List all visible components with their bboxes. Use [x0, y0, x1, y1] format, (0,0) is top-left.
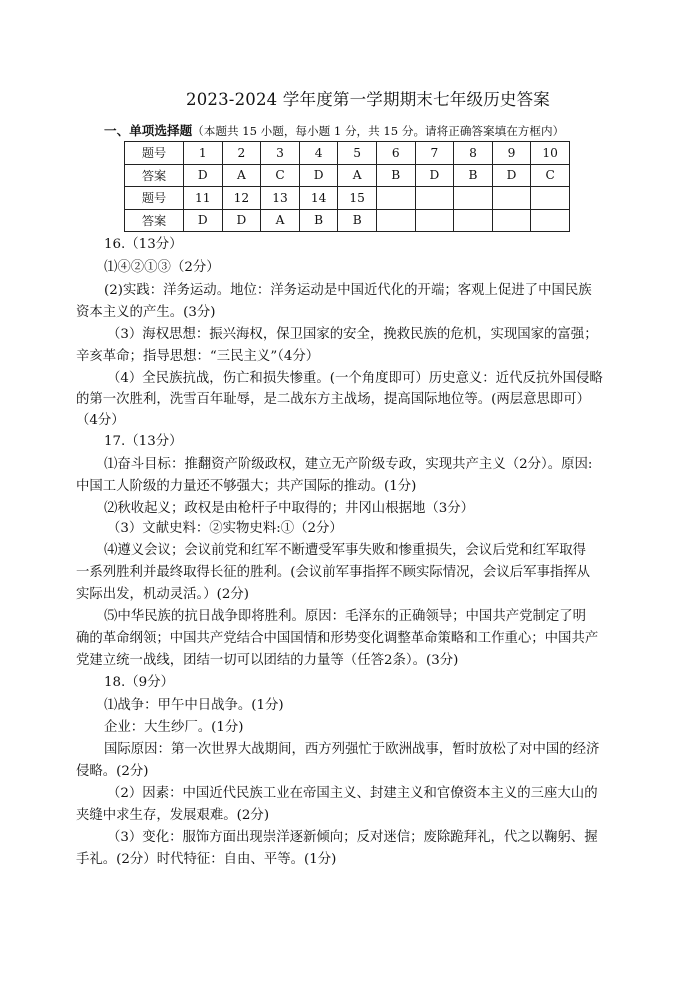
answer-cell: D [415, 164, 454, 187]
answer-line: （3）变化：服饰方面出现崇洋逐新倾向；反对迷信；废除跪拜礼，代之以鞠躬、握 [107, 830, 598, 845]
answer-line: (2)实践：洋务运动。地位：洋务运动是中国近代化的开端；客观上促进了中国民族 [104, 283, 592, 298]
question-number-cell: 7 [415, 142, 454, 165]
question-number-cell: 3 [261, 142, 300, 165]
answer-line: 确的革命纲领；中国共产党结合中国国情和形势变化调整革命策略和工作重心；中国共产 [76, 631, 599, 646]
question-heading: 16.（13分） [104, 237, 183, 252]
page-title: 2023-2024 学年度第一学期期末七年级历史答案 [186, 90, 551, 109]
question-number-cell: 11 [184, 187, 223, 210]
answer-line: 资本主义的产生。(3分) [76, 305, 216, 320]
answer-cell: D [299, 164, 338, 187]
answer-cell: B [299, 209, 338, 232]
answer-line: （4分） [76, 413, 125, 428]
answer-line: ⑴战争：甲午中日战争。(1分) [104, 698, 284, 713]
section-heading-note: （本题共 15 小题，每小题 1 分，共 15 分。请将正确答案填在方框内） [192, 124, 565, 138]
question-number-cell: 6 [376, 142, 415, 165]
answer-cell: B [454, 164, 493, 187]
question-number-cell: 10 [531, 142, 570, 165]
answer-line: 实际出发，机动灵活。）(2分) [76, 587, 249, 602]
answer-line: 夹缝中求生存，发展艰难。(2分) [76, 808, 270, 823]
answer-line: 国际原因：第一次世界大战期间，西方列强忙于欧洲战事，暂时放松了对中国的经济 [104, 742, 600, 757]
answer-line: ⑷遵义会议；会议前党和红军不断遭受军事失败和惨重损失，会议后党和红军取得 [104, 543, 587, 558]
question-heading: 18.（9分） [104, 675, 174, 690]
answer-cell: D [184, 164, 223, 187]
section-heading-label: 一、单项选择题 [104, 123, 193, 138]
answer-line: 一系列胜利并最终取得长征的胜利。(会议前军事指挥不顾实际情况，会议后军事指挥从 [76, 565, 591, 580]
answer-cell: A [261, 209, 300, 232]
answer-line: ⑸中华民族的抗日战争即将胜利。原因：毛泽东的正确领导；中国共产党制定了明 [104, 609, 587, 624]
question-number-cell: 8 [454, 142, 493, 165]
answer-line: （3）文献史料：②实物史料:①（2分） [107, 521, 343, 536]
answer-line: 的第一次胜利，洗雪百年耻辱，是二战东方主战场，提高国际地位等。(两层意思即可） [76, 392, 591, 407]
question-number-cell: 5 [338, 142, 377, 165]
answer-cell: D [492, 164, 531, 187]
answer-line: ⑴④②①③（2分） [104, 260, 220, 275]
answer-cell: A [222, 164, 261, 187]
table-header-cell: 题号 [125, 187, 184, 210]
answer-line: ⑴奋斗目标：推翻资产阶级政权，建立无产阶级专政，实现共产主义（2分）。原因: [104, 457, 593, 472]
answer-line: 企业：大生纱厂。(1分) [104, 720, 244, 735]
answer-cell: D [222, 209, 261, 232]
answer-cell: C [531, 164, 570, 187]
question-number-cell: 14 [299, 187, 338, 210]
answer-cell: B [338, 209, 377, 232]
answer-line: 中国工人阶级的力量还不够强大；共产国际的推动。(1分) [76, 479, 417, 494]
question-number-cell: 12 [222, 187, 261, 210]
answer-line: 辛亥革命；指导思想：“三民主义”（4分） [76, 349, 320, 364]
question-number-cell: 9 [492, 142, 531, 165]
answer-line: 侵略。(2分) [76, 764, 149, 779]
question-heading: 17.（13分） [104, 434, 183, 449]
question-number-cell: 15 [338, 187, 377, 210]
answer-line: 党建立统一战线，团结一切可以团结的力量等（任答2条）。(3分) [76, 653, 459, 668]
question-number-cell: 2 [222, 142, 261, 165]
answer-line: （4）全民族抗战，伤亡和损失惨重。(一个角度即可）历史意义：近代反抗外国侵略 [107, 371, 603, 386]
answer-line: ⑵秋收起义；政权是由枪杆子中取得的；井冈山根据地（3分） [104, 501, 475, 516]
answer-line: 手礼。(2分）时代特征：自由、平等。(1分) [76, 852, 337, 867]
answer-cell: C [261, 164, 300, 187]
question-number-cell: 1 [184, 142, 223, 165]
answer-line: （2）因素：中国近代民族工业在帝国主义、封建主义和官僚资本主义的三座大山的 [107, 786, 598, 801]
answer-cell: B [376, 164, 415, 187]
table-header-cell: 答案 [125, 209, 184, 232]
question-number-cell: 4 [299, 142, 338, 165]
answer-cell: A [338, 164, 377, 187]
answer-line: （3）海权思想：振兴海权，保卫国家的安全，挽救民族的危机，实现国家的富强； [107, 327, 598, 342]
table-header-cell: 题号 [125, 142, 184, 165]
table-header-cell: 答案 [125, 164, 184, 187]
answer-cell: D [184, 209, 223, 232]
question-number-cell: 13 [261, 187, 300, 210]
